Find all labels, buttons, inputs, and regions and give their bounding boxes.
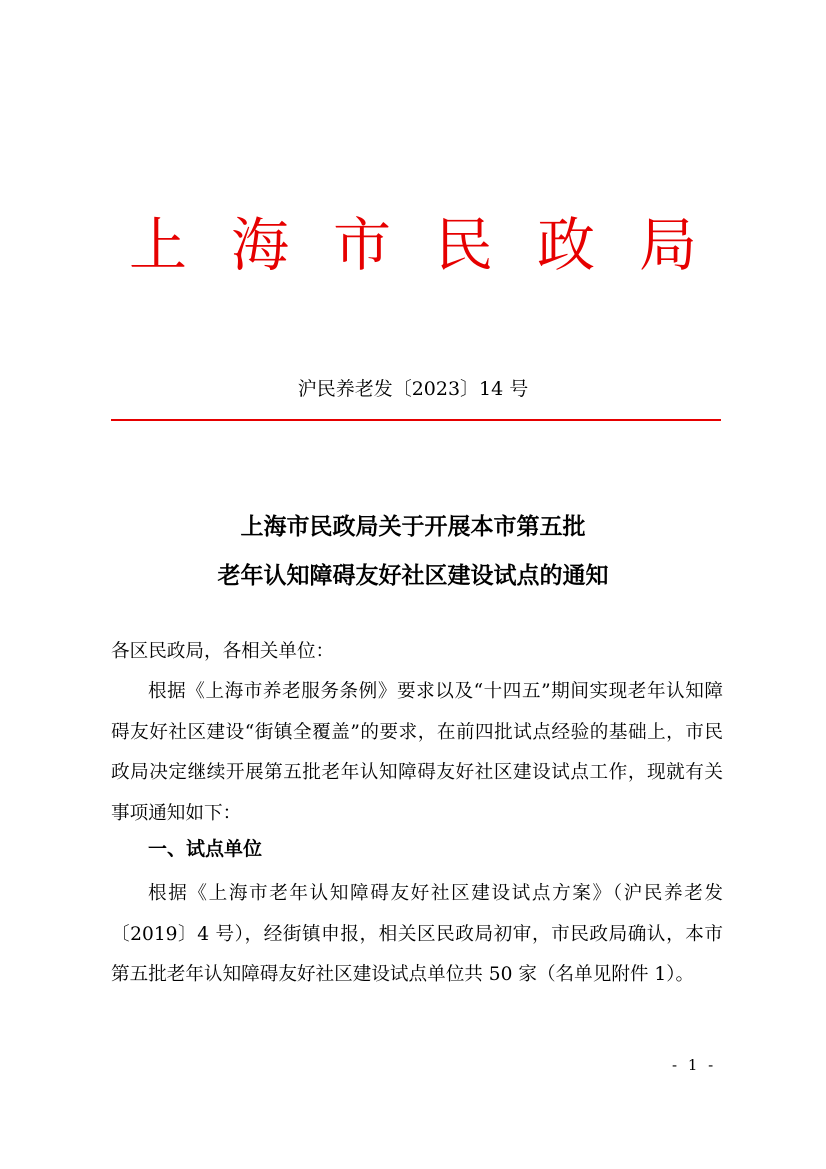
masthead-char: 海 [230, 211, 289, 279]
masthead-org-name [0, 205, 826, 285]
masthead-char: 市 [332, 211, 391, 279]
section-heading-1: 一、试点单位 [148, 838, 263, 860]
masthead-char: 上 [128, 211, 187, 279]
document-title-line-2: 老年认知障碍友好社区建设试点的通知 [217, 563, 609, 589]
body-paragraph-2: 根据《上海市老年认知障碍友好社区建设试点方案》（沪民养老发〔2019〕4 号），经街镇申报，相关区民政局初审，市民政局确认，本市第五批老年认知障碍友好社区建设试点单位共 50 家（名单见附件 1）。 [111, 883, 723, 985]
salutation: 各区民政局，各相关单位： [111, 641, 335, 662]
masthead-char: 政 [537, 211, 596, 279]
masthead-char: 局 [639, 211, 698, 279]
document-title-line-1: 上海市民政局关于开展本市第五批 [240, 514, 586, 540]
masthead-char: 民 [435, 211, 494, 279]
page-number: - 1 - [672, 1056, 717, 1074]
body-paragraph-1: 根据《上海市养老服务条例》要求以及“十四五”期间实现老年认知障碍友好社区建设“街镇全覆盖”的要求，在前四批试点经验的基础上，市民政局决定继续开展第五批老年认知障碍友好社区建设试点工作，现就有关事项通知如下： [111, 681, 723, 824]
red-divider-line [111, 419, 721, 421]
document-number: 沪民养老发〔2023〕14 号 [297, 378, 529, 400]
